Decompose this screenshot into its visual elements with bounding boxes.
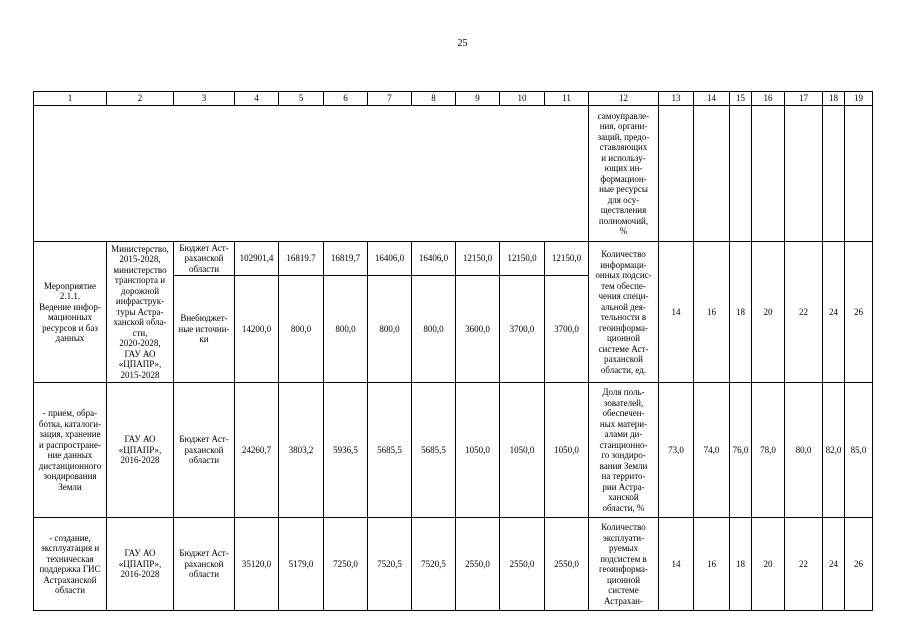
amount-cell: 1050,0 bbox=[545, 383, 589, 518]
text-line: на террито- bbox=[601, 471, 646, 481]
column-number: 17 bbox=[785, 92, 823, 106]
target-cell: 76,0 bbox=[730, 383, 752, 518]
column-number: 12 bbox=[589, 92, 659, 106]
column-number: 4 bbox=[235, 92, 279, 106]
text-line: - создание, bbox=[49, 532, 91, 543]
text-line: дорожной bbox=[120, 285, 160, 296]
text-line: тем обеспе- bbox=[601, 280, 646, 291]
target-cell: 20 bbox=[752, 518, 785, 611]
text-line: ные ресурсы bbox=[599, 184, 648, 194]
continuation-empty-cell bbox=[34, 106, 589, 242]
text-line: ки bbox=[199, 334, 209, 345]
text-line: Количество bbox=[601, 249, 646, 259]
funding-source-cell bbox=[174, 383, 235, 518]
text-line: формацион- bbox=[600, 173, 647, 184]
column-number: 2 bbox=[107, 92, 174, 106]
text-line: туры Астра- bbox=[116, 306, 164, 317]
text-line: области bbox=[188, 569, 220, 580]
text-line: системе Аст- bbox=[598, 343, 649, 354]
amount-cell: 5179,0 bbox=[279, 518, 324, 611]
text-line: онных подсис- bbox=[595, 270, 652, 280]
amount-cell: 1050,0 bbox=[500, 383, 545, 518]
indicator-cell bbox=[589, 106, 659, 242]
text-line: области, ед. bbox=[600, 364, 647, 375]
activity-name-cell bbox=[34, 518, 107, 611]
target-cell: 20 bbox=[752, 242, 785, 383]
text-line: ных матери- bbox=[599, 418, 648, 429]
column-number: 7 bbox=[368, 92, 412, 106]
amount-cell: 800,0 bbox=[279, 276, 324, 383]
amount-cell: 12150,0 bbox=[545, 242, 589, 276]
text-line: мационных bbox=[48, 312, 92, 322]
text-line: ционной bbox=[606, 333, 641, 343]
table-row bbox=[34, 518, 873, 611]
column-number: 11 bbox=[545, 92, 589, 106]
amount-cell: 5685,5 bbox=[412, 383, 456, 518]
text-line: ставляющих bbox=[599, 142, 648, 152]
text-line: Мероприятие bbox=[44, 280, 96, 291]
amount-cell: 5685,5 bbox=[368, 383, 412, 518]
column-number: 9 bbox=[456, 92, 500, 106]
amount-cell: 7520,5 bbox=[368, 518, 412, 611]
indicator-cell bbox=[589, 242, 659, 383]
text-line: 2.1.1. bbox=[59, 291, 81, 301]
amount-cell: 3803,2 bbox=[279, 383, 324, 518]
text-line: чения специ- bbox=[598, 291, 649, 301]
target-cell: 18 bbox=[730, 242, 752, 383]
amount-cell: 3700,0 bbox=[545, 276, 589, 383]
text-line: ционной bbox=[606, 574, 641, 585]
text-line: Ведение инфор- bbox=[39, 301, 101, 312]
text-line: информаци- bbox=[600, 259, 647, 270]
text-line: эксплуатация и bbox=[40, 543, 100, 553]
text-line: «ЦПАПР», bbox=[118, 558, 162, 569]
amount-cell: 12150,0 bbox=[500, 242, 545, 276]
funding-source-cell bbox=[174, 242, 235, 276]
activity-name-cell bbox=[34, 242, 107, 383]
text-line: системе bbox=[608, 585, 639, 595]
amount-cell: 16819.7 bbox=[279, 242, 324, 276]
amount-cell: 7520,5 bbox=[412, 518, 456, 611]
text-line: области, % bbox=[602, 502, 645, 513]
target-cell: 80,0 bbox=[785, 383, 823, 518]
column-number: 13 bbox=[659, 92, 694, 106]
text-line: - прием, обра- bbox=[42, 408, 98, 418]
text-line: 2015-2028 bbox=[120, 369, 160, 380]
text-line: транспорта и bbox=[114, 275, 166, 286]
amount-cell: 800,0 bbox=[324, 276, 368, 383]
text-line: области bbox=[54, 585, 86, 595]
amount-cell: 1050,0 bbox=[456, 383, 500, 518]
text-line: ния, органи- bbox=[599, 121, 648, 131]
text-line: Министерство, bbox=[111, 243, 169, 254]
text-line: геоинформа- bbox=[598, 322, 649, 333]
text-line: зондирования bbox=[43, 471, 97, 481]
target-cell: 85,0 bbox=[845, 383, 873, 518]
target-cell: 24 bbox=[823, 518, 845, 611]
target-cell bbox=[785, 106, 823, 242]
text-line: ные источни- bbox=[178, 323, 230, 334]
target-cell bbox=[823, 106, 845, 242]
amount-cell: 800,0 bbox=[368, 276, 412, 383]
text-line: данных bbox=[55, 333, 85, 343]
table-row bbox=[34, 383, 873, 518]
funding-source-cell bbox=[174, 276, 235, 383]
text-line: ющих ин- bbox=[604, 163, 643, 173]
target-cell bbox=[659, 106, 694, 242]
text-line: 2016-2028 bbox=[120, 455, 160, 466]
target-cell bbox=[845, 106, 873, 242]
column-number: 10 bbox=[500, 92, 545, 106]
text-line: Бюджет Аст- bbox=[179, 434, 229, 445]
text-line: эксплуати- bbox=[602, 532, 645, 543]
text-line: Астрахан- bbox=[604, 595, 643, 606]
text-line: Доля поль- bbox=[602, 387, 645, 397]
column-number: 16 bbox=[752, 92, 785, 106]
text-line: ханской bbox=[608, 492, 639, 502]
text-line: и использу- bbox=[601, 152, 646, 163]
text-line: полномочий, bbox=[598, 215, 649, 226]
target-cell: 26 bbox=[845, 518, 873, 611]
text-line: ществления bbox=[600, 205, 647, 215]
text-line: алами ди- bbox=[604, 429, 643, 439]
text-line: руемых bbox=[609, 543, 638, 553]
text-line: вания Земли bbox=[599, 460, 648, 471]
text-line: заций, предо- bbox=[597, 131, 650, 142]
text-line: раханской bbox=[604, 354, 643, 364]
amount-cell: 2550,0 bbox=[545, 518, 589, 611]
amount-cell: 3700,0 bbox=[500, 276, 545, 383]
amount-cell: 7250,0 bbox=[324, 518, 368, 611]
target-cell: 22 bbox=[785, 242, 823, 383]
executor-cell bbox=[107, 383, 174, 518]
target-cell: 22 bbox=[785, 518, 823, 611]
page-number: 25 bbox=[457, 38, 468, 49]
target-cell: 14 bbox=[659, 242, 694, 383]
text-line: техническая bbox=[46, 553, 94, 564]
amount-cell: 12150,0 bbox=[456, 242, 500, 276]
column-number: 19 bbox=[845, 92, 873, 106]
text-line: «ЦПАПР», bbox=[118, 444, 162, 455]
text-line: Астраханской bbox=[43, 574, 97, 585]
target-cell: 26 bbox=[845, 242, 873, 383]
indicator-cell bbox=[589, 518, 659, 611]
text-line: инфраструк- bbox=[115, 296, 165, 307]
amount-cell: 14200,0 bbox=[235, 276, 279, 383]
target-cell: 24 bbox=[823, 242, 845, 383]
funding-source-cell bbox=[174, 518, 235, 611]
column-number: 14 bbox=[694, 92, 730, 106]
amount-cell: 102901,4 bbox=[235, 242, 279, 276]
text-line: станционно- bbox=[599, 439, 648, 450]
target-cell: 73,0 bbox=[659, 383, 694, 518]
text-line: раханской bbox=[184, 558, 224, 569]
text-line: Количество bbox=[601, 522, 646, 532]
amount-cell: 2550,0 bbox=[500, 518, 545, 611]
text-line: альной дея- bbox=[601, 301, 646, 312]
target-cell: 16 bbox=[694, 242, 730, 383]
text-line: зователей, bbox=[603, 397, 644, 408]
text-line: поддержка ГИС bbox=[39, 564, 101, 574]
amount-cell: 2550,0 bbox=[456, 518, 500, 611]
text-line: тельности в bbox=[600, 312, 647, 322]
executor-cell bbox=[107, 518, 174, 611]
text-line: 2016-2028 bbox=[120, 569, 160, 580]
column-number: 1 bbox=[34, 92, 107, 106]
amount-cell: 24260,7 bbox=[235, 383, 279, 518]
text-line: ГАУ АО bbox=[124, 434, 156, 445]
text-line: ханской обла- bbox=[113, 317, 167, 328]
text-line: % bbox=[619, 226, 628, 236]
amount-cell: 16406,0 bbox=[412, 242, 456, 276]
table-row bbox=[34, 242, 873, 276]
text-line: обеспечен- bbox=[602, 408, 645, 418]
column-number: 18 bbox=[823, 92, 845, 106]
text-line: самоуправле- bbox=[597, 110, 650, 121]
text-line: области bbox=[188, 455, 220, 466]
text-line: и распростране- bbox=[39, 439, 101, 450]
text-line: ботка, каталоги- bbox=[38, 418, 102, 429]
amount-cell: 800,0 bbox=[412, 276, 456, 383]
text-line: раханской bbox=[184, 253, 224, 264]
text-line: ГАУ АО bbox=[124, 548, 156, 559]
target-cell: 16 bbox=[694, 518, 730, 611]
text-line: 2015-2028, bbox=[119, 254, 161, 265]
activity-name-cell bbox=[34, 383, 107, 518]
target-cell: 18 bbox=[730, 518, 752, 611]
amount-cell: 3600,0 bbox=[456, 276, 500, 383]
text-line: Внебюджет- bbox=[180, 313, 228, 324]
program-table bbox=[33, 91, 873, 611]
amount-cell: 16819,7 bbox=[324, 242, 368, 276]
target-cell bbox=[730, 106, 752, 242]
target-cell: 74,0 bbox=[694, 383, 730, 518]
amount-cell: 5936,5 bbox=[324, 383, 368, 518]
text-line: геоинформа- bbox=[598, 564, 649, 574]
text-line: рии Астра- bbox=[602, 481, 645, 492]
target-cell: 14 bbox=[659, 518, 694, 611]
text-line: для осу- bbox=[607, 194, 640, 205]
amount-cell: 35120,0 bbox=[235, 518, 279, 611]
text-line: го зондиро- bbox=[601, 450, 646, 460]
text-line: Бюджет Аст- bbox=[179, 548, 229, 559]
continuation-row bbox=[34, 106, 873, 242]
text-line: Земли bbox=[58, 481, 82, 492]
text-line: сти, bbox=[132, 327, 148, 338]
text-line: министерство bbox=[113, 264, 167, 275]
executor-cell bbox=[107, 242, 174, 383]
text-line: ние данных bbox=[47, 450, 93, 460]
column-number-row bbox=[34, 92, 873, 106]
amount-cell: 16406,0 bbox=[368, 242, 412, 276]
text-line: раханской bbox=[184, 444, 224, 455]
text-line: «ЦПАПР», bbox=[118, 359, 162, 370]
target-cell: 78,0 bbox=[752, 383, 785, 518]
text-line: ресурсов и баз bbox=[42, 322, 98, 333]
text-line: подсистем в bbox=[600, 553, 647, 564]
target-cell bbox=[752, 106, 785, 242]
indicator-cell bbox=[589, 383, 659, 518]
text-line: Бюджет Аст- bbox=[179, 242, 229, 253]
column-number: 15 bbox=[730, 92, 752, 106]
text-line: дистанционного bbox=[38, 460, 102, 471]
text-line: ГАУ АО bbox=[124, 348, 156, 359]
target-cell bbox=[694, 106, 730, 242]
column-number: 8 bbox=[412, 92, 456, 106]
column-number: 5 bbox=[279, 92, 324, 106]
text-line: зация, хранение bbox=[39, 429, 101, 439]
target-cell: 82,0 bbox=[823, 383, 845, 518]
text-line: 2020-2028, bbox=[119, 338, 161, 349]
column-number: 3 bbox=[174, 92, 235, 106]
text-line: области bbox=[188, 263, 220, 274]
column-number: 6 bbox=[324, 92, 368, 106]
